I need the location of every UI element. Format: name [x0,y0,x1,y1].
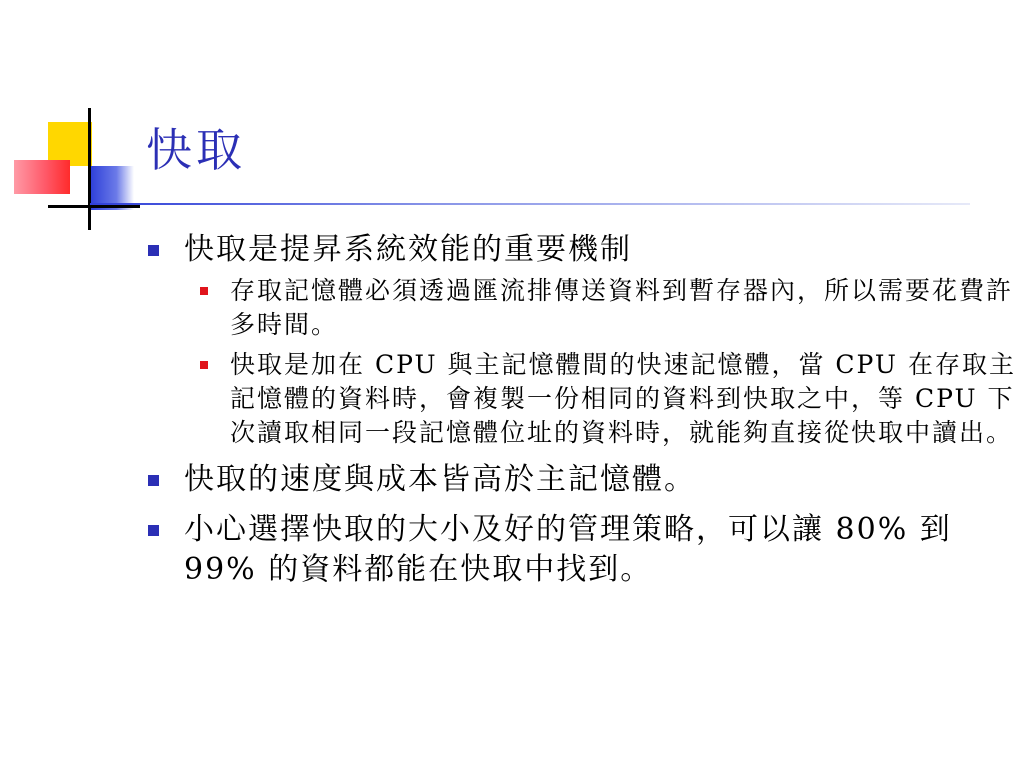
bullet-item [146,230,1016,450]
red-square [14,160,70,194]
bullet-text: 快取是提昇系統效能的重要機制 [184,232,632,267]
sub-bullet-item [186,274,1024,342]
sub-bullet-text: 快取是加在 CPU 與主記憶體間的快速記憶體，當 CPU 在存取主記憶體的資料時，會複製一份相同的資料到快取之中，等 CPU 下次讀取相同一段記憶體位址的資料時，就能夠直接從快取中讀出。 [230,350,1016,447]
bullet-text: 小心選擇快取的大小及好的管理策略，可以讓 80% 到 99% 的資料都能在快取中找到。 [184,512,952,587]
bullet-item [146,510,1006,590]
sub-bullet-marker [200,361,208,369]
bullet-text: 快取的速度與成本皆高於主記憶體。 [184,462,696,497]
bullet-marker [148,475,159,486]
sub-bullet-list [184,274,1016,450]
vertical-line [88,108,91,230]
sub-bullet-marker [200,287,208,295]
sub-bullet-item [186,348,1024,450]
bullet-item [146,460,1006,500]
bullet-marker [148,525,159,536]
sub-bullet-text: 存取記憶體必須透過匯流排傳送資料到暫存器內，所以需要花費許多時間。 [230,276,1014,339]
slide-title: 快取 [146,123,246,177]
title-underline [90,203,970,205]
bullet-list [146,230,1016,600]
horizontal-line [48,205,140,208]
bullet-marker [148,245,159,256]
